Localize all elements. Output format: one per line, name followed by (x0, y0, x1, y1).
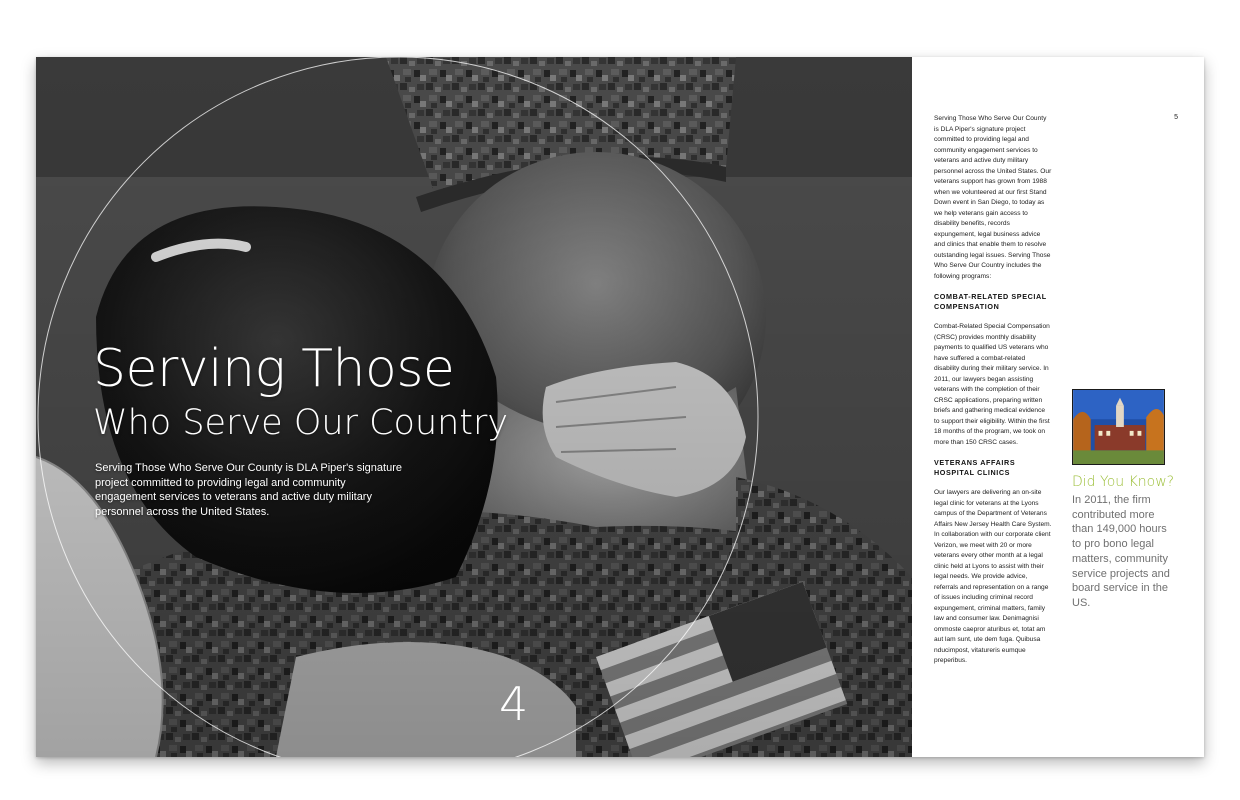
hero-title-line-1: Serving Those (93, 339, 455, 399)
page-number-right: 5 (1174, 114, 1178, 121)
body-column (934, 114, 1052, 677)
brochure-spread (36, 57, 1204, 757)
building-photo (1072, 389, 1165, 465)
section-body-crsc: Combat-Related Special Compensation (CRSC) provides monthly disability payments to qualified US veterans who have suffered a combat-related disability during their military service. In 2011, our lawyers began assisting veterans with the completion of their CRSC applications, preparing written briefs and gathering medical evidence to support their eligibility. Within the first 18 months of the program, we took on more than 150 CRSC cases. (934, 323, 1050, 446)
left-page (36, 57, 912, 757)
page-number-left: 4 (499, 677, 529, 731)
did-you-know-fact: In 2011, the firm contributed more than 149,000 hours to pro bono legal matters, community service projects and board service in the US. (1072, 494, 1170, 609)
did-you-know-sidebar (1072, 389, 1175, 611)
did-you-know-heading: Did You Know? (1072, 474, 1175, 490)
intro-paragraph: Serving Those Who Serve Our County is DLA Piper's signature project committed to providing legal and community engagement services to veterans and active duty military personnel across the United States. Our veterans support has grown from 1988 when we volunteered at our first Stand Down event in San Diego, to today as we help veterans gain access to disability benefits, records expungement, legal business advice and clinics that enable them to resolve outstanding legal issues. Serving Those Who Serve Our Country includes the following programs: (934, 115, 1052, 280)
hero-intro-text: Serving Those Who Serve Our County is DLA Piper's signature project committed to providing legal and community engagement services to veterans and active duty military personnel across the United States. (95, 462, 402, 518)
section-heading-crsc: COMBAT-RELATED SPECIAL COMPENSATION (934, 292, 1047, 311)
section-heading-va-clinics: VETERANS AFFAIRS HOSPITAL CLINICS (934, 458, 1016, 477)
section-body-va-clinics: Our lawyers are delivering an on-site legal clinic for veterans at the Lyons campus of the Department of Veterans Affairs New Jersey Health Care System. In collaboration with our corporate client Verizon, we meet with 20 or more veterans every other month at a legal clinic held at Lyons to assist with their legal needs. We provide advice, referrals and representation on a range of issues including criminal record expungement, criminal matters, family law and consumer law. Denimagnisi ommoste caepror aturibus et, totat am aut lam sunt, ute dem fuga. Quibusa nducimpost, vitatureris eumque preperibus. (934, 489, 1052, 664)
right-page (912, 57, 1204, 757)
hero-title-line-2: Who Serve Our Country (93, 403, 509, 443)
